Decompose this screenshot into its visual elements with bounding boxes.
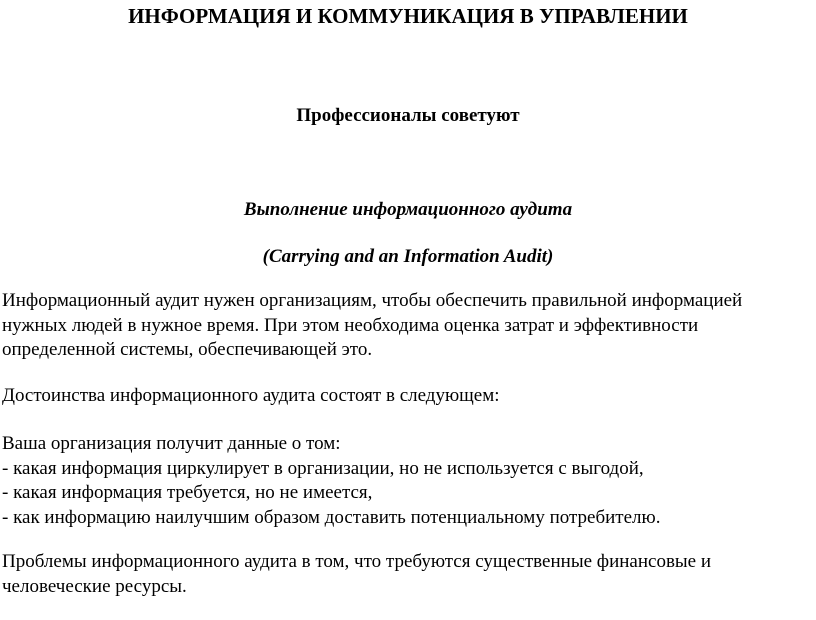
advantages-list	[2, 432, 814, 530]
list-item: - как информацию наилучшим образом доставить потенциальному потребителю.	[2, 506, 661, 528]
paragraph-line: Достоинства информационного аудита состоят в следующем:	[2, 385, 500, 406]
paragraph-line: Информационный аудит нужен организациям, чтобы обеспечить правильной информацией	[2, 290, 743, 311]
paragraph-line: определенной системы, обеспечивающей это.	[2, 339, 373, 360]
paragraph-advantages	[2, 384, 814, 409]
paragraph-line: нужных людей в нужное время. При этом необходима оценка затрат и эффективности	[2, 314, 699, 336]
list-intro: Ваша организация получит данные о том:	[2, 433, 341, 454]
paragraph-audit-purpose	[2, 289, 814, 363]
list-item: - какая информация циркулирует в организации, но не используется с выгодой,	[2, 457, 644, 479]
paragraph-line: человеческие ресурсы.	[2, 575, 187, 597]
paragraph-problems	[2, 550, 814, 599]
list-item: - какая информация требуется, но не имеется,	[2, 482, 373, 503]
document-subtitle: Профессионалы советуют	[296, 105, 520, 126]
section-heading-english: (Carrying and an Information Audit)	[262, 246, 554, 267]
document-title: ИНФОРМАЦИЯ И КОММУНИКАЦИЯ В УПРАВЛЕНИИ	[128, 4, 688, 28]
section-heading: Выполнение информационного аудита	[243, 199, 573, 220]
paragraph-line: Проблемы информационного аудита в том, что требуются существенные финансовые и	[2, 551, 712, 572]
